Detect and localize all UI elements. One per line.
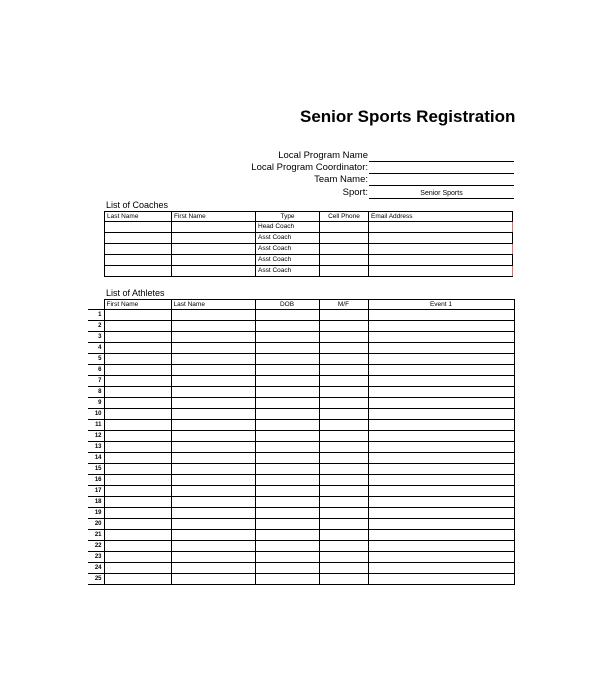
athlete-last-name-cell[interactable] (171, 409, 255, 420)
table-row (88, 475, 514, 486)
table-row (88, 343, 514, 354)
page-break-marker (512, 244, 513, 254)
col-header-first-name: First Name (104, 300, 171, 310)
athlete-event-cell[interactable] (368, 321, 514, 332)
athlete-first-name-cell[interactable] (104, 431, 171, 442)
table-row (88, 530, 514, 541)
athlete-last-name-cell[interactable] (171, 431, 255, 442)
col-header-cell-phone: Cell Phone (320, 212, 369, 222)
coach-type-cell: Asst Coach (256, 266, 320, 277)
row-number: 14 (88, 453, 104, 464)
row-number: 12 (88, 431, 104, 442)
athlete-event-cell[interactable] (368, 497, 514, 508)
table-row (105, 222, 513, 233)
athlete-last-name-cell[interactable] (171, 420, 255, 431)
row-number: 9 (88, 398, 104, 409)
field-input-line[interactable] (369, 185, 514, 186)
athlete-event-cell[interactable] (368, 398, 514, 409)
row-number: 2 (88, 321, 104, 332)
coach-cell-phone-cell[interactable] (320, 244, 369, 255)
athlete-mf-cell[interactable] (319, 420, 368, 431)
athlete-dob-cell[interactable] (255, 398, 319, 409)
athlete-dob-cell[interactable] (255, 563, 319, 574)
coach-first-name-cell[interactable] (172, 266, 256, 277)
athlete-dob-cell[interactable] (255, 508, 319, 519)
coach-cell-phone-cell[interactable] (320, 266, 369, 277)
table-row (88, 442, 514, 453)
athlete-last-name-cell[interactable] (171, 365, 255, 376)
table-row (88, 486, 514, 497)
athlete-last-name-cell[interactable] (171, 519, 255, 530)
coach-first-name-cell[interactable] (172, 255, 256, 266)
field-label: Local Program Coordinator: (251, 162, 368, 173)
athlete-dob-cell[interactable] (255, 343, 319, 354)
col-header-event: Event 1 (368, 300, 514, 310)
table-row (88, 519, 514, 530)
athlete-mf-cell[interactable] (319, 332, 368, 343)
athlete-first-name-cell[interactable] (104, 519, 171, 530)
table-row (105, 244, 513, 255)
coach-email-cell[interactable] (369, 266, 513, 277)
athlete-dob-cell[interactable] (255, 453, 319, 464)
athlete-dob-cell[interactable] (255, 354, 319, 365)
athlete-first-name-cell[interactable] (104, 464, 171, 475)
table-row (105, 266, 513, 277)
athlete-first-name-cell[interactable] (104, 332, 171, 343)
table-row (88, 541, 514, 552)
coaches-header-row (105, 212, 513, 222)
row-number: 22 (88, 541, 104, 552)
table-row (88, 431, 514, 442)
field-local-program-coordinator (200, 162, 514, 174)
athlete-dob-cell[interactable] (255, 497, 319, 508)
coach-last-name-cell[interactable] (105, 222, 172, 233)
athlete-last-name-cell[interactable] (171, 310, 255, 321)
athlete-first-name-cell[interactable] (104, 497, 171, 508)
athlete-mf-cell[interactable] (319, 508, 368, 519)
coach-last-name-cell[interactable] (105, 233, 172, 244)
athlete-event-cell[interactable] (368, 552, 514, 563)
athlete-first-name-cell[interactable] (104, 409, 171, 420)
table-row (88, 409, 514, 420)
athlete-first-name-cell[interactable] (104, 541, 171, 552)
table-row (105, 255, 513, 266)
athlete-last-name-cell[interactable] (171, 574, 255, 585)
athlete-first-name-cell[interactable] (104, 530, 171, 541)
col-header-mf: M/F (319, 300, 368, 310)
athlete-event-cell[interactable] (368, 574, 514, 585)
row-number: 5 (88, 354, 104, 365)
row-number: 15 (88, 464, 104, 475)
col-header-email: Email Address (369, 212, 513, 222)
athlete-first-name-cell[interactable] (104, 574, 171, 585)
field-local-program-name (200, 150, 514, 162)
athlete-last-name-cell[interactable] (171, 552, 255, 563)
athlete-dob-cell[interactable] (255, 464, 319, 475)
table-row (88, 387, 514, 398)
athlete-event-cell[interactable] (368, 486, 514, 497)
athlete-first-name-cell[interactable] (104, 442, 171, 453)
athlete-first-name-cell[interactable] (104, 508, 171, 519)
row-number: 3 (88, 332, 104, 343)
row-number: 10 (88, 409, 104, 420)
athlete-event-cell[interactable] (368, 541, 514, 552)
table-row (88, 563, 514, 574)
col-header-last-name: Last Name (171, 300, 255, 310)
athlete-last-name-cell[interactable] (171, 387, 255, 398)
row-number: 13 (88, 442, 104, 453)
athlete-last-name-cell[interactable] (171, 530, 255, 541)
athlete-mf-cell[interactable] (319, 343, 368, 354)
athlete-event-cell[interactable] (368, 354, 514, 365)
athlete-event-cell[interactable] (368, 519, 514, 530)
field-label: Local Program Name (278, 150, 368, 161)
athlete-dob-cell[interactable] (255, 552, 319, 563)
table-row (88, 398, 514, 409)
row-number: 21 (88, 530, 104, 541)
athlete-mf-cell[interactable] (319, 475, 368, 486)
row-number: 7 (88, 376, 104, 387)
page-break-marker (512, 222, 513, 232)
athlete-first-name-cell[interactable] (104, 321, 171, 332)
athlete-event-cell[interactable] (368, 442, 514, 453)
athletes-section-label: List of Athletes (106, 288, 165, 298)
athlete-last-name-cell[interactable] (171, 376, 255, 387)
athlete-last-name-cell[interactable] (171, 343, 255, 354)
table-row (88, 464, 514, 475)
coach-first-name-cell[interactable] (172, 233, 256, 244)
row-number: 20 (88, 519, 104, 530)
coach-first-name-cell[interactable] (172, 244, 256, 255)
row-number: 4 (88, 343, 104, 354)
athlete-mf-cell[interactable] (319, 552, 368, 563)
athlete-dob-cell[interactable] (255, 409, 319, 420)
athlete-last-name-cell[interactable] (171, 453, 255, 464)
athlete-event-cell[interactable] (368, 365, 514, 376)
row-number: 17 (88, 486, 104, 497)
athlete-mf-cell[interactable] (319, 563, 368, 574)
col-header-type: Type (256, 212, 320, 222)
coach-email-cell[interactable] (369, 233, 513, 244)
athlete-event-cell[interactable] (368, 420, 514, 431)
athlete-dob-cell[interactable] (255, 365, 319, 376)
athlete-first-name-cell[interactable] (104, 552, 171, 563)
coach-last-name-cell[interactable] (105, 244, 172, 255)
table-row (88, 332, 514, 343)
table-row (88, 574, 514, 585)
athlete-last-name-cell[interactable] (171, 563, 255, 574)
table-row (88, 420, 514, 431)
athlete-first-name-cell[interactable] (104, 376, 171, 387)
coach-type-cell: Asst Coach (256, 244, 320, 255)
athlete-dob-cell[interactable] (255, 431, 319, 442)
coach-last-name-cell[interactable] (105, 255, 172, 266)
athlete-mf-cell[interactable] (319, 398, 368, 409)
page-title: Senior Sports Registration (300, 107, 516, 126)
coach-cell-phone-cell[interactable] (320, 255, 369, 266)
athlete-event-cell[interactable] (368, 431, 514, 442)
table-row (88, 552, 514, 563)
athlete-mf-cell[interactable] (319, 464, 368, 475)
athlete-first-name-cell[interactable] (104, 398, 171, 409)
athlete-mf-cell[interactable] (319, 431, 368, 442)
athlete-first-name-cell[interactable] (104, 387, 171, 398)
field-team-name (200, 174, 514, 186)
athlete-event-cell[interactable] (368, 475, 514, 486)
row-number: 6 (88, 365, 104, 376)
row-number: 11 (88, 420, 104, 431)
coach-type-cell: Asst Coach (256, 233, 320, 244)
row-number: 8 (88, 387, 104, 398)
table-row (88, 453, 514, 464)
athlete-dob-cell[interactable] (255, 486, 319, 497)
athlete-last-name-cell[interactable] (171, 321, 255, 332)
coaches-table (104, 211, 513, 277)
athlete-last-name-cell[interactable] (171, 442, 255, 453)
athlete-event-cell[interactable] (368, 563, 514, 574)
col-header-row-number (88, 300, 104, 310)
athlete-last-name-cell[interactable] (171, 398, 255, 409)
table-row (88, 365, 514, 376)
athlete-mf-cell[interactable] (319, 365, 368, 376)
coach-first-name-cell[interactable] (172, 222, 256, 233)
athlete-event-cell[interactable] (368, 343, 514, 354)
athlete-mf-cell[interactable] (319, 387, 368, 398)
row-number: 18 (88, 497, 104, 508)
athlete-dob-cell[interactable] (255, 332, 319, 343)
table-row (88, 321, 514, 332)
athlete-last-name-cell[interactable] (171, 332, 255, 343)
athlete-dob-cell[interactable] (255, 310, 319, 321)
row-number: 24 (88, 563, 104, 574)
row-number: 1 (88, 310, 104, 321)
table-row (88, 508, 514, 519)
athlete-first-name-cell[interactable] (104, 563, 171, 574)
coach-email-cell[interactable] (369, 244, 513, 255)
athlete-first-name-cell[interactable] (104, 365, 171, 376)
athlete-dob-cell[interactable] (255, 519, 319, 530)
athlete-event-cell[interactable] (368, 332, 514, 343)
athlete-mf-cell[interactable] (319, 376, 368, 387)
athlete-dob-cell[interactable] (255, 387, 319, 398)
athlete-mf-cell[interactable] (319, 541, 368, 552)
athlete-mf-cell[interactable] (319, 453, 368, 464)
athletes-table (88, 299, 515, 585)
coach-cell-phone-cell[interactable] (320, 222, 369, 233)
athlete-event-cell[interactable] (368, 409, 514, 420)
athlete-event-cell[interactable] (368, 310, 514, 321)
coach-email-cell[interactable] (369, 255, 513, 266)
athlete-dob-cell[interactable] (255, 321, 319, 332)
athlete-last-name-cell[interactable] (171, 541, 255, 552)
athlete-mf-cell[interactable] (319, 409, 368, 420)
athlete-mf-cell[interactable] (319, 519, 368, 530)
coaches-section-label: List of Coaches (106, 200, 169, 210)
athlete-mf-cell[interactable] (319, 354, 368, 365)
row-number: 25 (88, 574, 104, 585)
athlete-first-name-cell[interactable] (104, 420, 171, 431)
athlete-dob-cell[interactable] (255, 442, 319, 453)
coach-type-cell: Asst Coach (256, 255, 320, 266)
table-row (88, 376, 514, 387)
athlete-last-name-cell[interactable] (171, 486, 255, 497)
athlete-first-name-cell[interactable] (104, 354, 171, 365)
athlete-event-cell[interactable] (368, 508, 514, 519)
field-sport (200, 187, 514, 199)
coach-email-cell[interactable] (369, 222, 513, 233)
athlete-dob-cell[interactable] (255, 530, 319, 541)
athlete-mf-cell[interactable] (319, 486, 368, 497)
athlete-dob-cell[interactable] (255, 574, 319, 585)
col-header-dob: DOB (255, 300, 319, 310)
row-number: 23 (88, 552, 104, 563)
table-row (88, 310, 514, 321)
athlete-event-cell[interactable] (368, 453, 514, 464)
athlete-dob-cell[interactable] (255, 376, 319, 387)
athlete-mf-cell[interactable] (319, 530, 368, 541)
coach-last-name-cell[interactable] (105, 266, 172, 277)
col-header-first-name: First Name (172, 212, 256, 222)
athlete-event-cell[interactable] (368, 464, 514, 475)
table-row (105, 233, 513, 244)
row-number: 19 (88, 508, 104, 519)
athlete-last-name-cell[interactable] (171, 354, 255, 365)
athlete-dob-cell[interactable] (255, 420, 319, 431)
athlete-last-name-cell[interactable] (171, 497, 255, 508)
table-row (88, 354, 514, 365)
athlete-mf-cell[interactable] (319, 310, 368, 321)
field-label: Team Name: (314, 174, 368, 185)
athletes-header-row (88, 300, 514, 310)
athlete-first-name-cell[interactable] (104, 310, 171, 321)
athlete-dob-cell[interactable] (255, 475, 319, 486)
athlete-event-cell[interactable] (368, 376, 514, 387)
coach-cell-phone-cell[interactable] (320, 233, 369, 244)
athlete-mf-cell[interactable] (319, 442, 368, 453)
athlete-mf-cell[interactable] (319, 574, 368, 585)
row-number: 16 (88, 475, 104, 486)
table-row (88, 497, 514, 508)
col-header-last-name: Last Name (105, 212, 172, 222)
athlete-mf-cell[interactable] (319, 321, 368, 332)
athlete-last-name-cell[interactable] (171, 475, 255, 486)
athlete-first-name-cell[interactable] (104, 475, 171, 486)
athlete-dob-cell[interactable] (255, 541, 319, 552)
athlete-event-cell[interactable] (368, 387, 514, 398)
field-value: Senior Sports (420, 190, 463, 197)
coach-type-cell: Head Coach (256, 222, 320, 233)
athlete-last-name-cell[interactable] (171, 508, 255, 519)
athlete-event-cell[interactable] (368, 530, 514, 541)
athlete-first-name-cell[interactable] (104, 453, 171, 464)
athlete-last-name-cell[interactable] (171, 464, 255, 475)
athlete-first-name-cell[interactable] (104, 486, 171, 497)
athlete-mf-cell[interactable] (319, 497, 368, 508)
page-break-marker (512, 266, 513, 276)
field-label: Sport: (342, 187, 368, 198)
athlete-first-name-cell[interactable] (104, 343, 171, 354)
